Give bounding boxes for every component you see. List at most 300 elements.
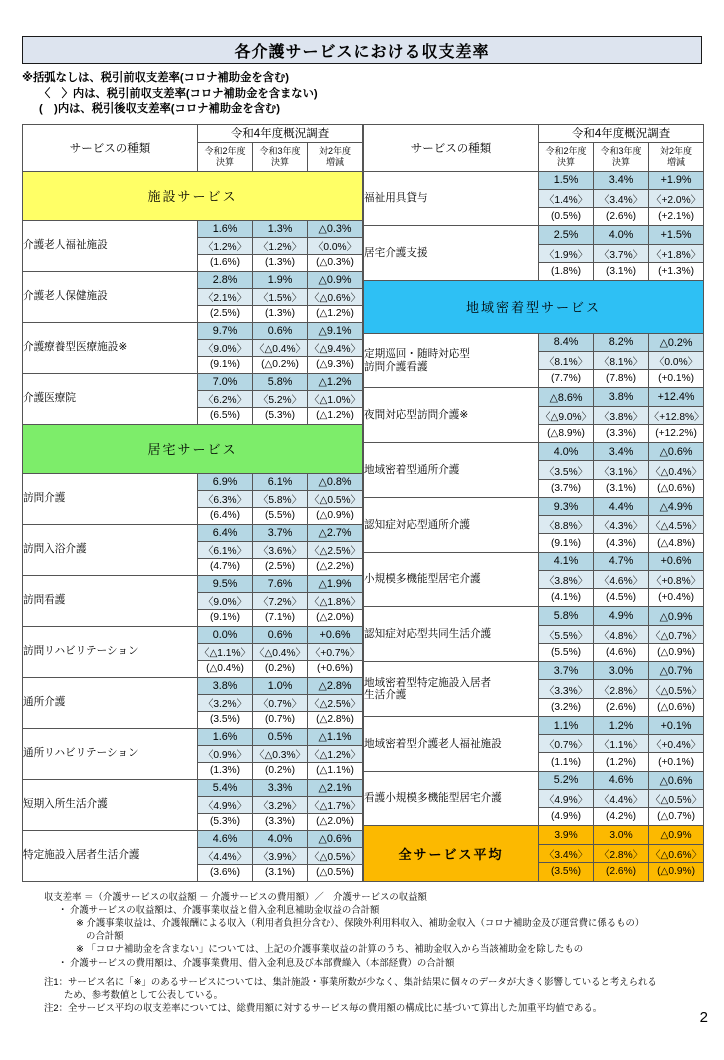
value-cell: (4.5%) bbox=[594, 589, 649, 607]
value-cell: △2.7% bbox=[308, 524, 363, 541]
value-cell: 3.8% bbox=[198, 677, 253, 694]
value-cell: (+0.4%) bbox=[649, 589, 704, 607]
service-name: 夜間対応型訪問介護※ bbox=[364, 388, 539, 443]
value-cell: 〈3.6%〉 bbox=[253, 541, 308, 558]
service-name: 訪問リハビリテーション bbox=[23, 626, 198, 677]
value-cell: 〈8.1%〉 bbox=[594, 351, 649, 369]
value-cell: 4.0% bbox=[253, 830, 308, 847]
service-name: 通所介護 bbox=[23, 677, 198, 728]
value-cell: 1.0% bbox=[253, 677, 308, 694]
note-1: 注1：サービス名に「※」のあるサービスについては、集計施設・事業所数が少なく、集計結果に個々のデータが大きく影響していると考えられる bbox=[44, 975, 657, 987]
value-cell: (△0.2%) bbox=[253, 356, 308, 373]
value-cell: 〈3.5%〉 bbox=[539, 461, 594, 479]
footnote-note-1b: の合計額 bbox=[86, 930, 124, 942]
value-cell: △8.6% bbox=[539, 388, 594, 406]
value-cell: 4.7% bbox=[594, 552, 649, 570]
value-cell: 〈2.8%〉 bbox=[594, 680, 649, 698]
value-cell: 〈3.7%〉 bbox=[594, 244, 649, 262]
value-cell: 7.0% bbox=[198, 373, 253, 390]
value-cell: 1.6% bbox=[198, 220, 253, 237]
value-cell: (△2.2%) bbox=[308, 558, 363, 575]
value-cell: 〈0.7%〉 bbox=[253, 694, 308, 711]
header-col-diff bbox=[308, 142, 363, 171]
value-cell: 〈3.8%〉 bbox=[539, 570, 594, 588]
value-cell: 〈△1.7%〉 bbox=[308, 796, 363, 813]
value-cell: 〈7.2%〉 bbox=[253, 592, 308, 609]
value-cell: △2.8% bbox=[308, 677, 363, 694]
average-label: 全サービス平均 bbox=[364, 826, 539, 881]
header-col-diff-right bbox=[649, 142, 704, 171]
value-cell: 0.6% bbox=[253, 322, 308, 339]
value-cell: 0.6% bbox=[253, 626, 308, 643]
value-cell: △2.1% bbox=[308, 779, 363, 796]
value-cell: △1.2% bbox=[308, 373, 363, 390]
left-table-body bbox=[23, 171, 363, 881]
header-col-r2 bbox=[198, 142, 253, 171]
table-row bbox=[23, 626, 363, 643]
value-cell: 〈3.2%〉 bbox=[253, 796, 308, 813]
value-cell: 〈1.5%〉 bbox=[253, 288, 308, 305]
value-cell: (9.1%) bbox=[198, 609, 253, 626]
value-cell: 〈5.2%〉 bbox=[253, 390, 308, 407]
value-cell: (5.3%) bbox=[198, 813, 253, 830]
value-cell: 0.5% bbox=[253, 728, 308, 745]
header-col-r2-right-line1: 令和2年度 bbox=[545, 145, 587, 156]
header-col-diff-right-line1: 対2年度 bbox=[660, 145, 693, 156]
value-cell: 〈+12.8%〉 bbox=[649, 406, 704, 424]
value-cell: (+0.1%) bbox=[649, 753, 704, 771]
value-cell: 〈+2.0%〉 bbox=[649, 189, 704, 207]
page-title-bar bbox=[22, 36, 702, 64]
value-cell: (1.2%) bbox=[594, 753, 649, 771]
legend-line-2: 〈 〉内は、税引前収支差率(コロナ補助金を含まない) bbox=[39, 87, 318, 100]
value-cell: 〈0.9%〉 bbox=[198, 745, 253, 762]
value-cell: 1.2% bbox=[594, 716, 649, 734]
table-row bbox=[23, 575, 363, 592]
left-table-head bbox=[23, 124, 363, 171]
table-row bbox=[364, 333, 704, 351]
value-cell: (9.1%) bbox=[539, 534, 594, 552]
value-cell: 〈△2.5%〉 bbox=[308, 541, 363, 558]
value-cell: +12.4% bbox=[649, 388, 704, 406]
value-cell: 0.0% bbox=[198, 626, 253, 643]
section-banner-cyan: 地域密着型サービス bbox=[364, 281, 704, 334]
value-cell: (△0.6%) bbox=[649, 698, 704, 716]
value-cell: 8.4% bbox=[539, 333, 594, 351]
average-row bbox=[364, 826, 704, 844]
value-cell: 〈△0.5%〉 bbox=[308, 490, 363, 507]
value-cell: +0.6% bbox=[649, 552, 704, 570]
value-cell: 〈8.1%〉 bbox=[539, 351, 594, 369]
value-cell: (△1.2%) bbox=[308, 407, 363, 424]
value-cell: (0.5%) bbox=[539, 208, 594, 226]
value-cell: 1.1% bbox=[539, 716, 594, 734]
value-cell: 〈4.4%〉 bbox=[594, 789, 649, 807]
document-page bbox=[0, 36, 724, 1060]
value-cell: (0.2%) bbox=[253, 762, 308, 779]
table-row bbox=[23, 271, 363, 288]
service-name: 福祉用具貸与 bbox=[364, 171, 539, 226]
page-title: 各介護サービスにおける収支差率 bbox=[234, 43, 490, 61]
value-cell: (+0.1%) bbox=[649, 370, 704, 388]
value-cell: (3.1%) bbox=[253, 864, 308, 881]
value-cell: 〈6.2%〉 bbox=[198, 390, 253, 407]
value-cell: (7.8%) bbox=[594, 370, 649, 388]
legend-line-1: ※括弧なしは、税引前収支差率(コロナ補助金を含む) bbox=[22, 72, 290, 84]
table-row bbox=[364, 771, 704, 789]
value-cell: (2.6%) bbox=[594, 698, 649, 716]
value-cell: 4.4% bbox=[594, 497, 649, 515]
notes-block bbox=[22, 975, 702, 1015]
header-col-diff-right-line2: 増減 bbox=[667, 156, 686, 167]
table-row bbox=[364, 226, 704, 244]
value-cell: 〈△2.5%〉 bbox=[308, 694, 363, 711]
table-row bbox=[364, 716, 704, 734]
value-cell: (4.9%) bbox=[539, 808, 594, 826]
value-cell: 4.0% bbox=[539, 443, 594, 461]
value-cell: (1.3%) bbox=[198, 762, 253, 779]
value-cell: (△0.7%) bbox=[649, 808, 704, 826]
table-row bbox=[23, 220, 363, 237]
value-cell: (3.5%) bbox=[539, 862, 594, 881]
header-service-type-right: サービスの種類 bbox=[364, 124, 539, 171]
value-cell: (+2.1%) bbox=[649, 208, 704, 226]
table-row bbox=[364, 497, 704, 515]
footnote-bullet-1: ・ 介護サービスの収益額は、介護事業収益と借入金利息補助金収益の合計額 bbox=[58, 903, 380, 915]
header-survey: 令和4年度概況調査 bbox=[198, 124, 363, 142]
section-banner-green: 居宅サービス bbox=[23, 424, 363, 473]
value-cell: (4.6%) bbox=[594, 643, 649, 661]
value-cell: (4.1%) bbox=[539, 589, 594, 607]
value-cell: 3.4% bbox=[594, 171, 649, 189]
value-cell: 〈△4.5%〉 bbox=[649, 516, 704, 534]
table-row bbox=[364, 662, 704, 680]
section-banner-row bbox=[23, 424, 363, 473]
value-cell: +0.6% bbox=[308, 626, 363, 643]
value-cell: (3.1%) bbox=[594, 262, 649, 280]
legend-block bbox=[22, 71, 702, 118]
value-cell: 〈△1.2%〉 bbox=[308, 745, 363, 762]
value-cell: 〈3.3%〉 bbox=[539, 680, 594, 698]
value-cell: 〈4.9%〉 bbox=[198, 796, 253, 813]
value-cell: 〈△1.0%〉 bbox=[308, 390, 363, 407]
value-cell: 2.8% bbox=[198, 271, 253, 288]
value-cell: 7.6% bbox=[253, 575, 308, 592]
value-cell: 3.0% bbox=[594, 662, 649, 680]
value-cell: 〈1.9%〉 bbox=[539, 244, 594, 262]
header-col-r3-right-line2: 決算 bbox=[612, 156, 631, 167]
value-cell: 〈3.9%〉 bbox=[253, 847, 308, 864]
value-cell: 3.7% bbox=[253, 524, 308, 541]
value-cell: (△0.9%) bbox=[649, 862, 704, 881]
value-cell: 9.7% bbox=[198, 322, 253, 339]
service-name: 訪問看護 bbox=[23, 575, 198, 626]
header-col-diff-line2: 増減 bbox=[326, 156, 345, 167]
value-cell: △0.6% bbox=[649, 443, 704, 461]
value-cell: 〈2.1%〉 bbox=[198, 288, 253, 305]
value-cell: 〈△0.4%〉 bbox=[253, 339, 308, 356]
table-row bbox=[364, 552, 704, 570]
value-cell: 〈4.9%〉 bbox=[539, 789, 594, 807]
section-banner-row bbox=[364, 281, 704, 334]
value-cell: 〈9.0%〉 bbox=[198, 592, 253, 609]
value-cell: 〈△0.7%〉 bbox=[649, 625, 704, 643]
value-cell: 8.2% bbox=[594, 333, 649, 351]
value-cell: 3.3% bbox=[253, 779, 308, 796]
value-cell: △0.3% bbox=[308, 220, 363, 237]
footnote-note-2: ※ 「コロナ補助金を含まない」については、上記の介護事業収益の計算のうち、補助金収入から当該補助金を除したもの bbox=[76, 943, 584, 955]
value-cell: (5.5%) bbox=[539, 643, 594, 661]
value-cell: 〈+0.7%〉 bbox=[308, 643, 363, 660]
value-cell: (1.8%) bbox=[539, 262, 594, 280]
table-row bbox=[23, 373, 363, 390]
table-row bbox=[23, 524, 363, 541]
footnotes-block bbox=[22, 890, 702, 969]
value-cell: 〈△0.5%〉 bbox=[308, 847, 363, 864]
value-cell: 〈△9.4%〉 bbox=[308, 339, 363, 356]
header-col-r3-line2: 決算 bbox=[270, 156, 289, 167]
table-row bbox=[364, 443, 704, 461]
tables-container bbox=[22, 124, 705, 882]
value-cell: (3.3%) bbox=[253, 813, 308, 830]
value-cell: (3.7%) bbox=[539, 479, 594, 497]
value-cell: 〈1.2%〉 bbox=[253, 237, 308, 254]
value-cell: (0.7%) bbox=[253, 711, 308, 728]
service-name: 地域密着型特定施設入居者 生活介護 bbox=[364, 662, 539, 717]
table-row bbox=[23, 322, 363, 339]
value-cell: 〈3.8%〉 bbox=[594, 406, 649, 424]
value-cell: 〈+0.8%〉 bbox=[649, 570, 704, 588]
value-cell: 〈3.1%〉 bbox=[594, 461, 649, 479]
value-cell: △0.8% bbox=[308, 473, 363, 490]
value-cell: (6.5%) bbox=[198, 407, 253, 424]
service-name: 介護老人保健施設 bbox=[23, 271, 198, 322]
value-cell: (△1.1%) bbox=[308, 762, 363, 779]
value-cell: (3.2%) bbox=[539, 698, 594, 716]
value-cell: 1.9% bbox=[253, 271, 308, 288]
value-cell: 〈△1.8%〉 bbox=[308, 592, 363, 609]
value-cell: (△2.0%) bbox=[308, 609, 363, 626]
value-cell: (+0.6%) bbox=[308, 660, 363, 677]
value-cell: (4.2%) bbox=[594, 808, 649, 826]
value-cell: 〈1.1%〉 bbox=[594, 735, 649, 753]
page-number: 2 bbox=[699, 1009, 708, 1026]
header-col-r3-line1: 令和3年度 bbox=[259, 145, 301, 156]
value-cell: (△2.8%) bbox=[308, 711, 363, 728]
right-data-table bbox=[363, 124, 704, 882]
service-name: 認知症対応型共同生活介護 bbox=[364, 607, 539, 662]
service-name: 小規模多機能型居宅介護 bbox=[364, 552, 539, 607]
service-name: 短期入所生活介護 bbox=[23, 779, 198, 830]
value-cell: 1.5% bbox=[539, 171, 594, 189]
value-cell: (1.3%) bbox=[253, 254, 308, 271]
service-name: 介護老人福祉施設 bbox=[23, 220, 198, 271]
value-cell: (3.3%) bbox=[594, 424, 649, 442]
table-row bbox=[23, 677, 363, 694]
header-col-r3 bbox=[253, 142, 308, 171]
left-data-table bbox=[22, 124, 363, 882]
value-cell: 1.6% bbox=[198, 728, 253, 745]
value-cell: (9.1%) bbox=[198, 356, 253, 373]
value-cell: (△0.6%) bbox=[649, 479, 704, 497]
table-row bbox=[23, 728, 363, 745]
value-cell: 〈8.8%〉 bbox=[539, 516, 594, 534]
table-row bbox=[364, 388, 704, 406]
value-cell: 5.2% bbox=[539, 771, 594, 789]
value-cell: (△8.9%) bbox=[539, 424, 594, 442]
service-name: 地域密着型通所介護 bbox=[364, 443, 539, 498]
value-cell: 6.4% bbox=[198, 524, 253, 541]
value-cell: (0.2%) bbox=[253, 660, 308, 677]
table-row bbox=[364, 171, 704, 189]
note-1-continued: ため、参考数値として公表している。 bbox=[64, 988, 224, 1000]
value-cell: 〈1.4%〉 bbox=[539, 189, 594, 207]
value-cell: 〈3.4%〉 bbox=[594, 189, 649, 207]
value-cell: 6.1% bbox=[253, 473, 308, 490]
value-cell: 〈△0.4%〉 bbox=[253, 643, 308, 660]
value-cell: 〈△0.5%〉 bbox=[649, 789, 704, 807]
value-cell: 4.9% bbox=[594, 607, 649, 625]
header-col-r2-line2: 決算 bbox=[215, 156, 234, 167]
value-cell: 〈△0.4%〉 bbox=[649, 461, 704, 479]
value-cell: 3.9% bbox=[539, 826, 594, 844]
legend-line-3: ( )内は、税引後収支差率(コロナ補助金を含む) bbox=[39, 103, 280, 115]
value-cell: (2.6%) bbox=[594, 862, 649, 881]
table-row bbox=[23, 779, 363, 796]
value-cell: 5.8% bbox=[253, 373, 308, 390]
value-cell: △1.1% bbox=[308, 728, 363, 745]
value-cell: (△2.0%) bbox=[308, 813, 363, 830]
value-cell: (2.5%) bbox=[253, 558, 308, 575]
value-cell: 〈4.6%〉 bbox=[594, 570, 649, 588]
header-col-r2-right-line2: 決算 bbox=[557, 156, 576, 167]
value-cell: △0.7% bbox=[649, 662, 704, 680]
service-name: 定期巡回・随時対応型 訪問介護看護 bbox=[364, 333, 539, 388]
value-cell: △0.9% bbox=[308, 271, 363, 288]
service-name: 介護療養型医療施設※ bbox=[23, 322, 198, 373]
value-cell: (+1.3%) bbox=[649, 262, 704, 280]
value-cell: (△0.9%) bbox=[649, 643, 704, 661]
value-cell: △1.9% bbox=[308, 575, 363, 592]
value-cell: (△0.9%) bbox=[308, 507, 363, 524]
value-cell: 〈6.3%〉 bbox=[198, 490, 253, 507]
value-cell: (1.3%) bbox=[253, 305, 308, 322]
value-cell: 9.3% bbox=[539, 497, 594, 515]
value-cell: (2.5%) bbox=[198, 305, 253, 322]
value-cell: △0.2% bbox=[649, 333, 704, 351]
table-row bbox=[364, 607, 704, 625]
value-cell: (6.4%) bbox=[198, 507, 253, 524]
value-cell: +1.5% bbox=[649, 226, 704, 244]
value-cell: △0.6% bbox=[649, 771, 704, 789]
value-cell: (△0.3%) bbox=[308, 254, 363, 271]
value-cell: △4.9% bbox=[649, 497, 704, 515]
value-cell: 〈△0.6%〉 bbox=[649, 844, 704, 862]
table-row bbox=[23, 830, 363, 847]
value-cell: 〈△9.0%〉 bbox=[539, 406, 594, 424]
service-name: 訪問入浴介護 bbox=[23, 524, 198, 575]
value-cell: 6.9% bbox=[198, 473, 253, 490]
footnote-note-1: ※ 介護事業収益は、介護報酬による収入（利用者負担分含む）、保険外利用料収入、補助金収入（コロナ補助金及び運営費に係るもの） bbox=[76, 916, 645, 928]
service-name: 看護小規模多機能型居宅介護 bbox=[364, 771, 539, 826]
value-cell: 〈0.0%〉 bbox=[308, 237, 363, 254]
value-cell: 〈4.8%〉 bbox=[594, 625, 649, 643]
footnote-formula: 収支差率 ＝（介護サービスの収益額 － 介護サービスの費用額）／ 介護サービスの収益額 bbox=[44, 890, 427, 902]
header-col-diff-line1: 対2年度 bbox=[319, 145, 352, 156]
value-cell: (3.5%) bbox=[198, 711, 253, 728]
value-cell: 4.6% bbox=[198, 830, 253, 847]
value-cell: 3.8% bbox=[594, 388, 649, 406]
value-cell: 〈5.8%〉 bbox=[253, 490, 308, 507]
value-cell: (1.6%) bbox=[198, 254, 253, 271]
value-cell: 1.3% bbox=[253, 220, 308, 237]
value-cell: 〈6.1%〉 bbox=[198, 541, 253, 558]
value-cell: (5.3%) bbox=[253, 407, 308, 424]
value-cell: 〈2.8%〉 bbox=[594, 844, 649, 862]
value-cell: △0.9% bbox=[649, 607, 704, 625]
value-cell: 〈3.4%〉 bbox=[539, 844, 594, 862]
value-cell: 〈△1.1%〉 bbox=[198, 643, 253, 660]
value-cell: (4.7%) bbox=[198, 558, 253, 575]
value-cell: +1.9% bbox=[649, 171, 704, 189]
value-cell: 〈9.0%〉 bbox=[198, 339, 253, 356]
value-cell: (7.7%) bbox=[539, 370, 594, 388]
service-name: 地域密着型介護老人福祉施設 bbox=[364, 716, 539, 771]
value-cell: (△0.5%) bbox=[308, 864, 363, 881]
value-cell: +0.1% bbox=[649, 716, 704, 734]
value-cell: (5.5%) bbox=[253, 507, 308, 524]
section-banner-row bbox=[23, 171, 363, 220]
value-cell: 3.0% bbox=[594, 826, 649, 844]
value-cell: 〈△0.3%〉 bbox=[253, 745, 308, 762]
value-cell: (△4.8%) bbox=[649, 534, 704, 552]
value-cell: (△1.2%) bbox=[308, 305, 363, 322]
value-cell: 〈△0.5%〉 bbox=[649, 680, 704, 698]
header-survey-right: 令和4年度概況調査 bbox=[539, 124, 704, 142]
section-banner-yellow: 施設サービス bbox=[23, 171, 363, 220]
value-cell: △0.6% bbox=[308, 830, 363, 847]
service-name: 通所リハビリテーション bbox=[23, 728, 198, 779]
value-cell: 5.4% bbox=[198, 779, 253, 796]
service-name: 訪問介護 bbox=[23, 473, 198, 524]
value-cell: 4.1% bbox=[539, 552, 594, 570]
value-cell: (3.6%) bbox=[198, 864, 253, 881]
value-cell: 4.0% bbox=[594, 226, 649, 244]
value-cell: 〈4.3%〉 bbox=[594, 516, 649, 534]
service-name: 介護医療院 bbox=[23, 373, 198, 424]
value-cell: 4.6% bbox=[594, 771, 649, 789]
note-2: 注2：全サービス平均の収支差率については、総費用額に対するサービス毎の費用額の構成比に基づいて算出した加重平均値である。 bbox=[44, 1002, 603, 1014]
right-table-body bbox=[364, 171, 704, 881]
table-row bbox=[23, 473, 363, 490]
header-service-type: サービスの種類 bbox=[23, 124, 198, 171]
value-cell: 3.4% bbox=[594, 443, 649, 461]
value-cell: (1.1%) bbox=[539, 753, 594, 771]
value-cell: 〈5.5%〉 bbox=[539, 625, 594, 643]
header-col-r2-line1: 令和2年度 bbox=[204, 145, 246, 156]
value-cell: (7.1%) bbox=[253, 609, 308, 626]
value-cell: (2.6%) bbox=[594, 208, 649, 226]
header-col-r3-right-line1: 令和3年度 bbox=[600, 145, 642, 156]
value-cell: 〈△0.6%〉 bbox=[308, 288, 363, 305]
value-cell: (△9.3%) bbox=[308, 356, 363, 373]
value-cell: (+12.2%) bbox=[649, 424, 704, 442]
footnote-bullet-2: ・ 介護サービスの費用額は、介護事業費用、借入金利息及び本部費繰入（本部経費）の合計額 bbox=[58, 956, 455, 968]
value-cell: (3.1%) bbox=[594, 479, 649, 497]
value-cell: 〈+0.4%〉 bbox=[649, 735, 704, 753]
value-cell: (△0.4%) bbox=[198, 660, 253, 677]
value-cell: 3.7% bbox=[539, 662, 594, 680]
